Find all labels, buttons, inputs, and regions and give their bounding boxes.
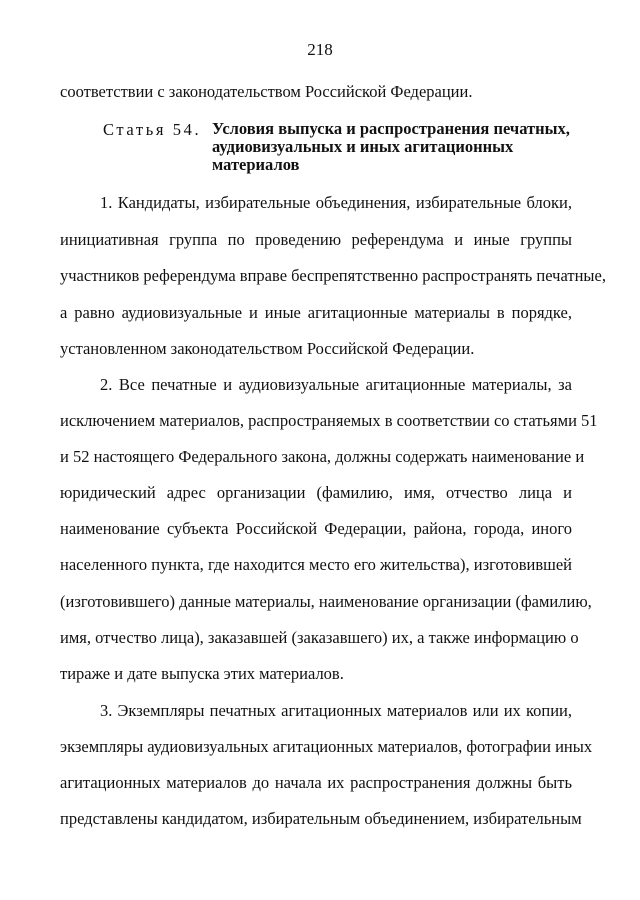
article-label: Статья 54. bbox=[103, 120, 202, 139]
paragraph-line: установленном законодательством Российской Федерации. bbox=[60, 339, 475, 358]
paragraph-line: имя, отчество лица), заказавшей (заказавшего) их, а также информацию о bbox=[60, 628, 579, 647]
paragraph-line: 1. Кандидаты, избирательные объединения, избирательные блоки, bbox=[100, 193, 572, 212]
article-title-line: материалов bbox=[212, 155, 300, 174]
article-title bbox=[212, 120, 592, 174]
intro-line: соответствии с законодательством Российской Федерации. bbox=[60, 82, 473, 101]
page-number: 218 bbox=[307, 40, 333, 59]
paragraph-line: исключением материалов, распространяемых в соответствии со статьями 51 bbox=[60, 411, 598, 430]
paragraph-line: агитационных материалов до начала их распространения должны быть bbox=[60, 773, 572, 792]
paragraph-line: наименование субъекта Российской Федерации, района, города, иного bbox=[60, 519, 572, 538]
paragraph-line: населенного пункта, где находится место его жительства), изготовившей bbox=[60, 555, 572, 574]
paragraph-line: участников референдума вправе беспрепятственно распространять печатные, bbox=[60, 266, 606, 285]
paragraph-line: представлены кандидатом, избирательным объединением, избирательным bbox=[60, 809, 582, 828]
paragraph-line: 3. Экземпляры печатных агитационных материалов или их копии, bbox=[100, 701, 572, 720]
paragraph-line: (изготовившего) данные материалы, наименование организации (фамилию, bbox=[60, 592, 592, 611]
paragraph-line: экземпляры аудиовизуальных агитационных материалов, фотографии иных bbox=[60, 737, 593, 756]
paragraph-line: и 52 настоящего Федерального закона, должны содержать наименование и bbox=[60, 447, 585, 466]
paragraph-line: тираже и дате выпуска этих материалов. bbox=[60, 664, 344, 683]
paragraph-line: 2. Все печатные и аудиовизуальные агитационные материалы, за bbox=[100, 375, 572, 394]
paragraph-line: юридический адрес организации (фамилию, имя, отчество лица и bbox=[60, 483, 572, 502]
paragraph-line: инициативная группа по проведению референдума и иные группы bbox=[60, 230, 572, 249]
paragraph-line: а равно аудиовизуальные и иные агитационные материалы в порядке, bbox=[60, 303, 572, 322]
article-title-line: Условия выпуска и распространения печатных, bbox=[212, 119, 570, 138]
article-title-line: аудиовизуальных и иных агитационных bbox=[212, 137, 514, 156]
